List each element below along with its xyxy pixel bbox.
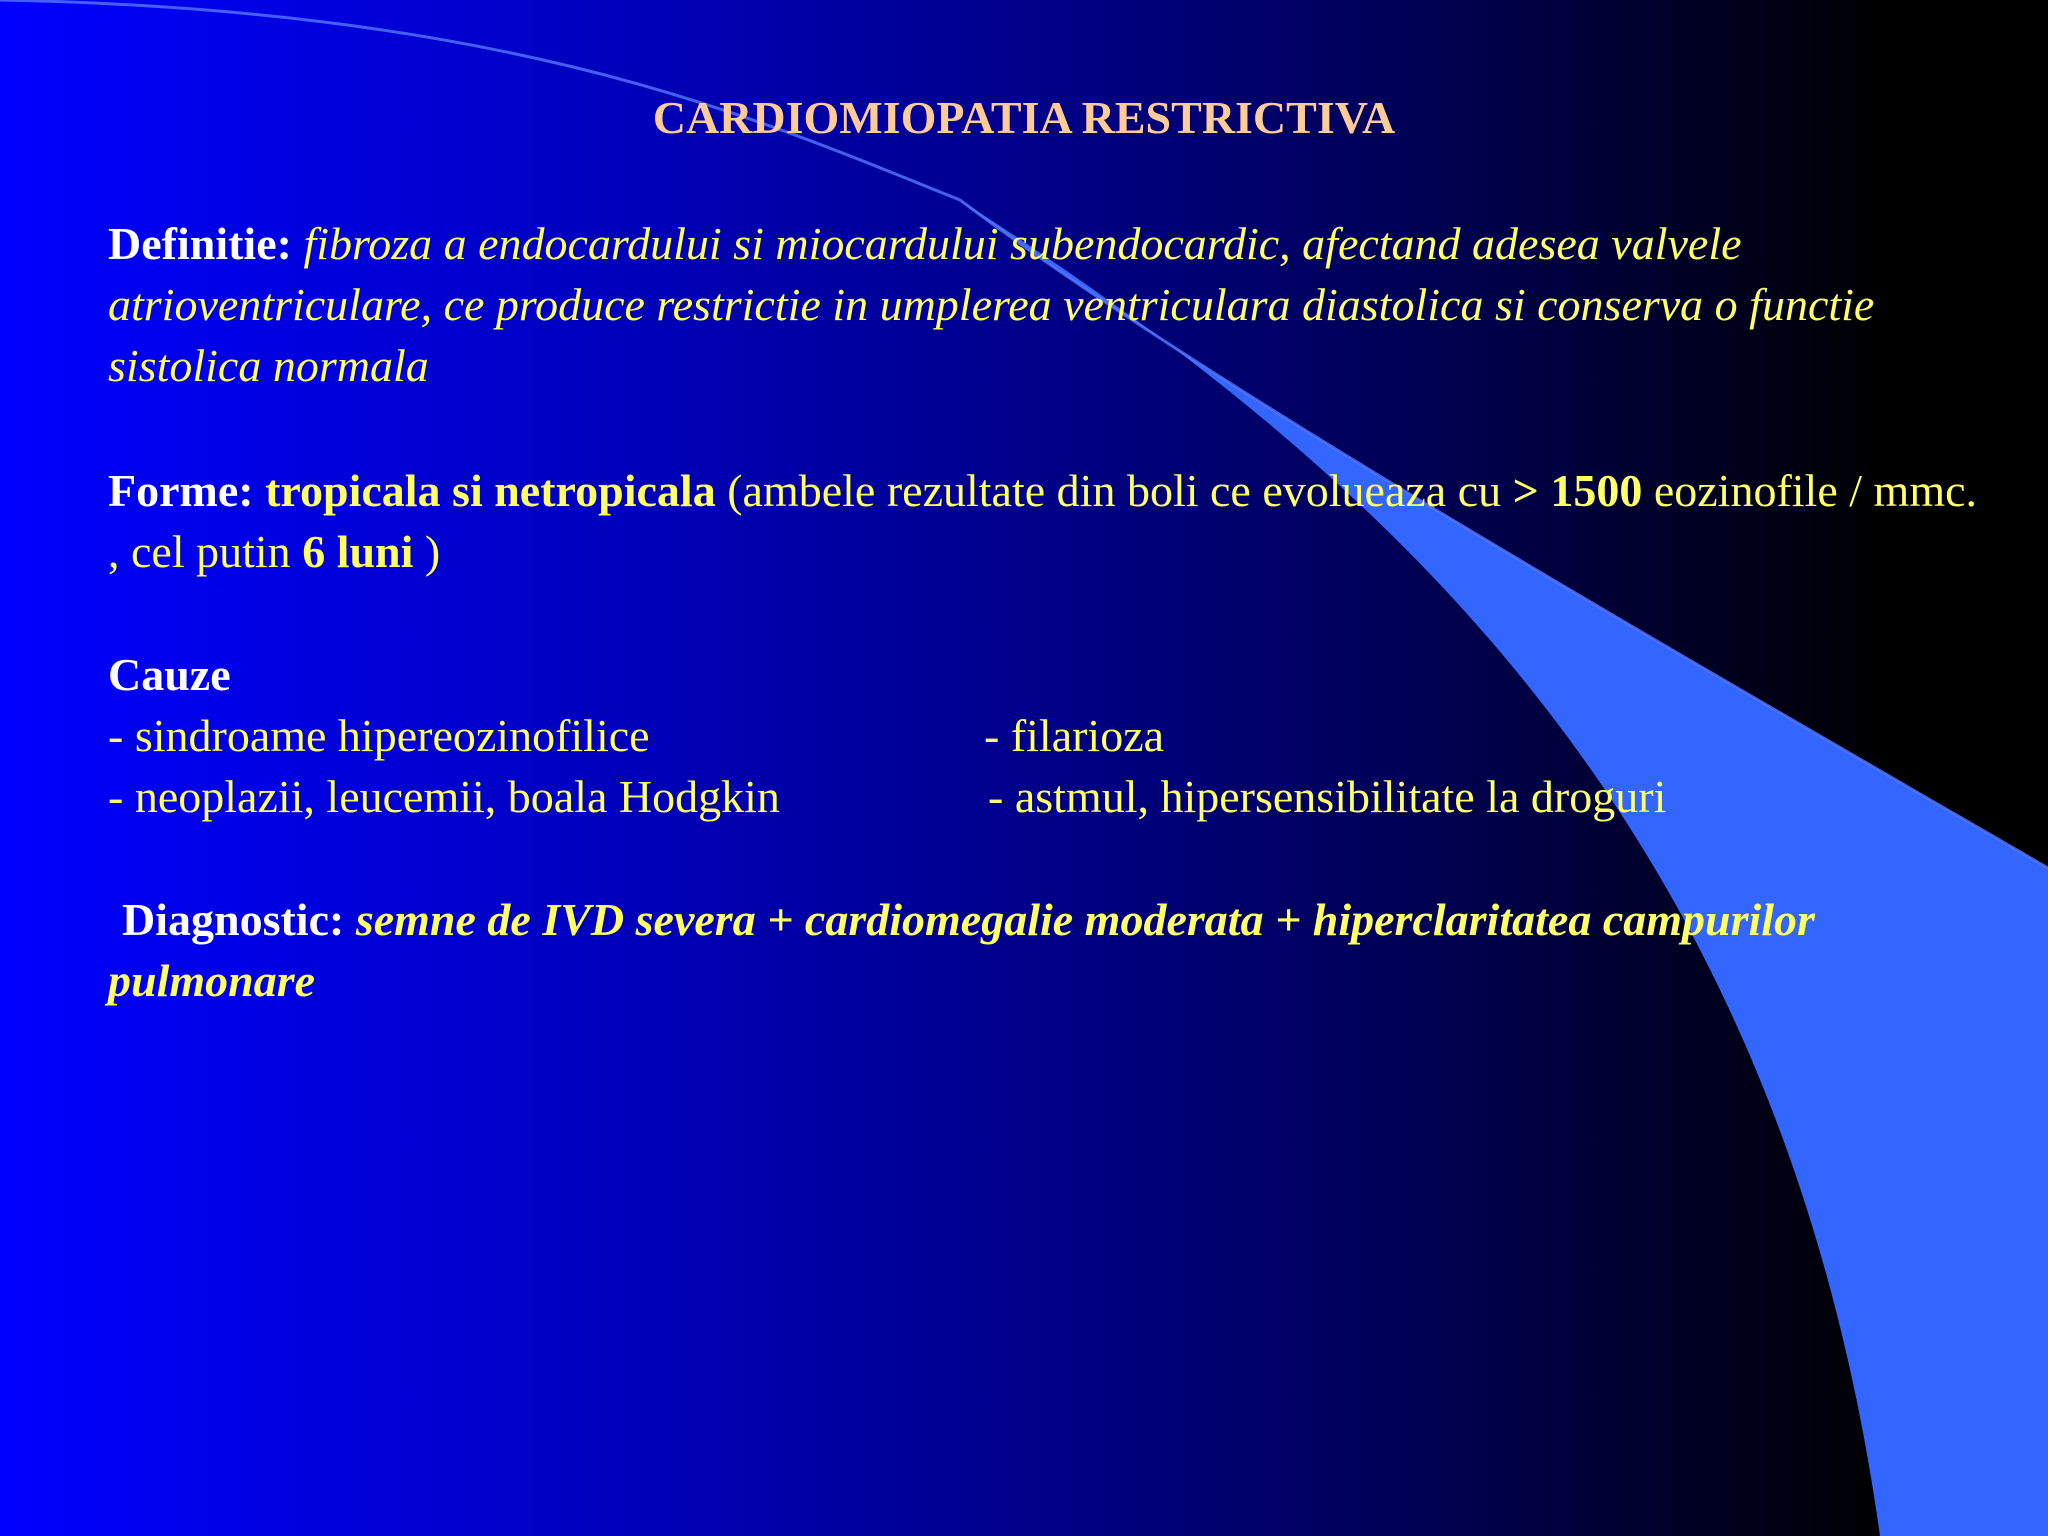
forms-paragraph: [108, 460, 1988, 582]
forms-text-b: eozinofile / mmc. , cel putin: [108, 465, 1978, 577]
cause-item: - filarioza: [984, 710, 1165, 761]
diagnostic-paragraph: [108, 889, 1988, 1011]
cause-item: - neoplazii, leucemii, boala Hodgkin: [108, 771, 780, 822]
definition-text: fibroza a endocardului si miocardului subendocardic, afectand adesea valvele atrioventriculare, ce produce restrictie in umplerea ventriculara diastolica si conserva o functie sistolica normala: [108, 218, 1875, 391]
forms-duration: 6 luni: [302, 526, 414, 577]
slide-title: CARDIOMIOPATIA RESTRICTIVA: [652, 92, 1396, 143]
forms-text-c: ): [424, 526, 441, 577]
forms-threshold: > 1500: [1512, 465, 1643, 516]
cause-item: - astmul, hipersensibilitate la droguri: [988, 771, 1667, 822]
forms-text-a: (ambele rezultate din boli ce evolueaza cu: [727, 465, 1502, 516]
definition-paragraph: [108, 213, 1988, 396]
forms-types: tropicala si netropicala: [265, 465, 716, 516]
cause-item: - sindroame hipereozinofilice: [108, 710, 650, 761]
causes-heading: Cauze: [108, 649, 231, 700]
diagnostic-text: semne de IVD severa + cardiomegalie moderata + hiperclaritatea campurilor pulmonare: [108, 894, 1815, 1006]
diagnostic-label: Diagnostic:: [122, 894, 345, 945]
definition-label: Definitie:: [108, 218, 292, 269]
forms-label: Forme:: [108, 465, 254, 516]
